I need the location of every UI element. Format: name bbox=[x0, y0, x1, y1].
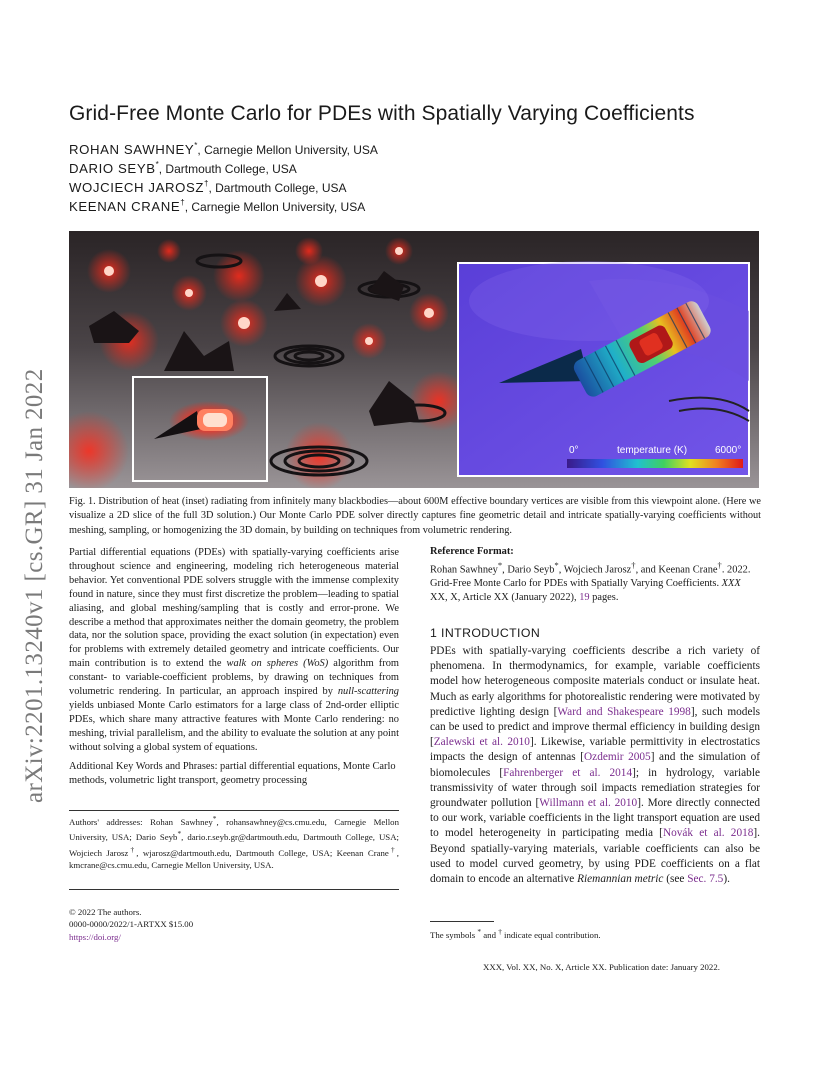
teaser-figure bbox=[69, 231, 759, 488]
colorbar-max-label: 6000° bbox=[715, 445, 742, 456]
author-1: ROHAN SAWHNEY*, Carnegie Mellon University, USA bbox=[69, 141, 378, 157]
heat-inset-panel bbox=[458, 261, 749, 476]
citation-link[interactable]: Novák et al. 2018 bbox=[662, 827, 754, 840]
figure-caption: Fig. 1. Distribution of heat (inset) radiating from infinitely many blackbodies—about 600M effective boundary vertices are visible from this viewpoint alone. (Here we visualize a 2D slice of the full 3D solution.) Our Monte Carlo PDE solver directly captures fine geometric detail and intricate spatially-varying coefficients without meshing, sampling, or homogenizing the 3D domain, by building on techniques from volumetric rendering. bbox=[69, 496, 761, 536]
page-footer: XXX, Vol. XX, No. X, Article XX. Publication date: January 2022. bbox=[483, 962, 720, 972]
copyright-block: © 2022 The authors. 0000-0000/2022/1-ARTXX $15.00 https://doi.org/ bbox=[69, 907, 194, 942]
citation-link[interactable]: Ozdemir 2005 bbox=[584, 751, 651, 764]
citation-link[interactable]: Zalewski et al. 2010 bbox=[433, 736, 530, 749]
page-count-link[interactable]: 19 bbox=[579, 592, 590, 604]
colorbar-title: temperature (K) bbox=[617, 445, 688, 456]
citation-link[interactable]: Willmann et al. 2010 bbox=[539, 797, 638, 810]
address-rule bbox=[69, 810, 399, 811]
teaser-render bbox=[69, 231, 759, 488]
introduction-text: PDEs with spatially-varying coefficients describe a rich variety of phenomena. In thermodynamics, for example, variable coefficients model how heterogeneous composite materials conduct or insulate heat. Much as early algorithms for photorealistic rendering were motivated by predictive lighting design [Ward and Shakespeare 1998], such models can be used to predict and improve thermal efficiency in building design [Zalewski et al. 2010]. Likewise, variable permittivity in electrostatics impacts the design of antennas [Ozdemir 2005] and the simulation of biomolecules [Fahrenberger et al. 2014]; in hydrology, variable transmissivity of water through soil impacts remediation strategies for groundwater pollution [Willmann et al. 2010]. More directly connected to our work, variable coefficients in the light transport equation are used to model heterogeneity in participating media [Novák et al. 2018]. Beyond spatially-varying materials, variable coefficients can also be used to model curved geometry, by using PDE coefficients on a flat domain to encode an alternative Riemannian metric (see Sec. 7.5). bbox=[430, 645, 761, 886]
author-2: DARIO SEYB*, Dartmouth College, USA bbox=[69, 160, 297, 176]
paper-title: Grid-Free Monte Carlo for PDEs with Spatially Varying Coefficients bbox=[69, 102, 695, 125]
doi-link[interactable]: https://doi.org/ bbox=[69, 931, 121, 942]
reference-format-heading: Reference Format: bbox=[430, 546, 514, 557]
citation-link[interactable]: Ward and Shakespeare 1998 bbox=[557, 705, 691, 718]
author-4: KEENAN CRANE†, Carnegie Mellon University, USA bbox=[69, 198, 366, 214]
author-3: WOJCIECH JAROSZ†, Dartmouth College, USA bbox=[69, 179, 347, 195]
section-link[interactable]: Sec. 7.5 bbox=[687, 873, 724, 886]
citation-link[interactable]: Fahrenberger et al. 2014 bbox=[503, 766, 633, 779]
reference-format: Rohan Sawhney*, Dario Seyb*, Wojciech Jarosz†, and Keenan Crane†. 2022. Grid-Free Monte Carlo for PDEs with Spatially Varying Coefficients. XXX XX, X, Article XX (January 2022), 19 pages. bbox=[430, 560, 751, 604]
keywords: Additional Key Words and Phrases: partial differential equations, Monte Carlo methods, volumetric light transport, geometry processing bbox=[69, 761, 396, 786]
author-addresses: Authors' addresses: Rohan Sawhney*, rohansawhney@cs.cmu.edu, Carnegie Mellon University, USA; Dario Seyb*, dario.r.seyb.gr@dartmouth.edu, Dartmouth College, USA; Wojciech Jarosz†, wjarosz@dartmouth.edu, Dartmouth College, USA; Keenan Crane†, kmcrane@cs.cmu.edu, Carnegie Mellon University, USA. bbox=[69, 814, 399, 870]
temperature-colorbar bbox=[567, 459, 743, 468]
abstract: Partial differential equations (PDEs) with spatially-varying coefficients arise throughout science and engineering, modeling rich heterogeneous material behavior. Yet conventional PDE solvers struggle with the immense complexity found in nature, since they must first discretize the problem—leading to spatial aliasing, and global meshing/sampling that is costly and error-prone. We describe a method that approximates neither the domain geometry, the problem data, nor the solution space, providing the exact solution (in expectation) even for problems with extremely detailed geometry and intricate coefficients. Our main contribution is to extend the walk on spheres (WoS) algorithm from constant- to variable-coefficient problems, by drawing on techniques from volumetric rendering. In particular, an approach inspired by null-scattering yields unbiased Monte Carlo estimators for a large class of 2nd-order elliptic PDEs, which share many attractive features with Monte Carlo rendering: no meshing, trivial parallelism, and the ability to evaluate the solution at any point without solving a global system of equations. bbox=[69, 547, 399, 753]
colorbar-min-label: 0° bbox=[569, 445, 579, 456]
section-heading-introduction: 1 INTRODUCTION bbox=[430, 626, 541, 640]
footnote-rule bbox=[430, 921, 494, 922]
footnote: The symbols * and † indicate equal contribution. bbox=[430, 927, 601, 940]
copyright-rule bbox=[69, 889, 399, 890]
